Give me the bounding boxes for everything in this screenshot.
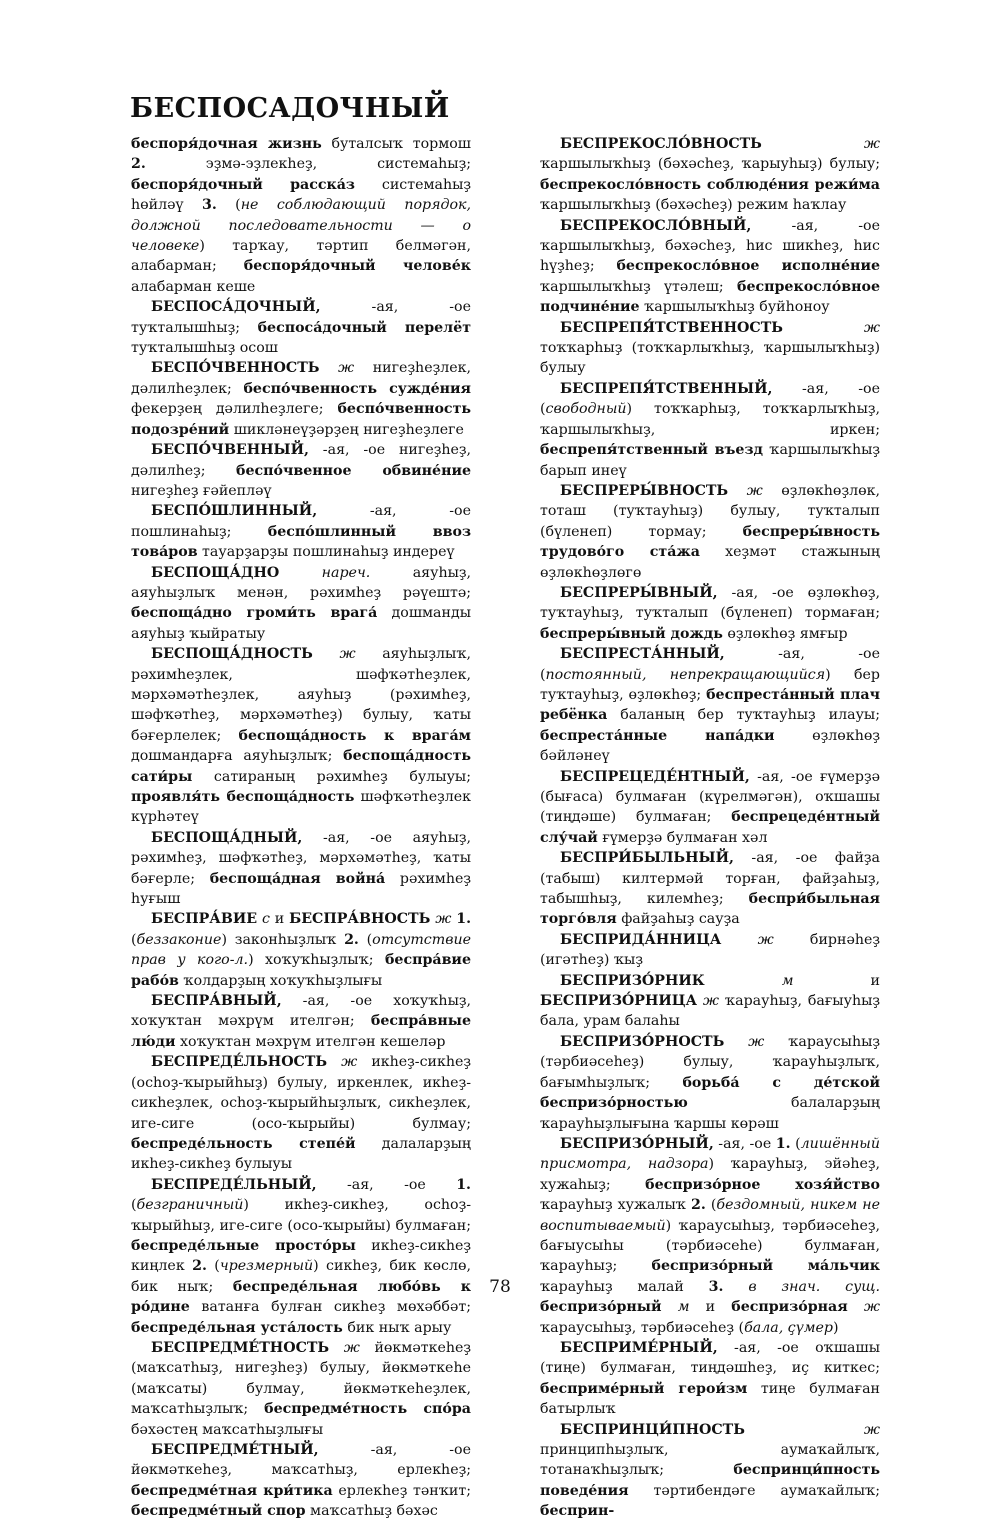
entry-text: икһеҙ-сикһеҙ (осһоҙ-ҡырыйһыҙ) булыу, иркенлек, икһеҙ-сикһеҙлек, осһоҙ-ҡырыйһыҙлыҡ, сикһеҙлек, иге-сиге (осо-ҡырыйы) булмау; bbox=[131, 1054, 471, 1132]
dictionary-entry bbox=[131, 1052, 471, 1174]
entry-bold-text: беспоса́дочный перелёт bbox=[257, 319, 472, 336]
entry-text: принципһыҙлыҡ, аумаҡайлыҡ, тотанаҡһыҙлыҡ; bbox=[540, 1442, 880, 1479]
entry-italic-text: ж bbox=[338, 360, 355, 377]
entry-bold-text: БЕСПРЕКОСЛО́ВНЫЙ, bbox=[560, 217, 752, 234]
entry-text: тәртибендәге аумаҡайлыҡ; bbox=[628, 1482, 880, 1499]
entry-text: өҙлөкһөҙ ямғыр bbox=[722, 625, 848, 642]
entry-italic-text: ж bbox=[702, 993, 720, 1010]
entry-bold-text: БЕСПРИНЦИ́ПНОСТЬ bbox=[560, 1421, 745, 1438]
dictionary-entry bbox=[131, 1440, 471, 1522]
entry-text: ) тоҡҡарһыҙ, тоҡҡарлыҡһыҙ, ҡаршылыҡһыҙ, иркен; bbox=[540, 401, 880, 438]
entry-text: и bbox=[689, 1299, 732, 1316]
dictionary-entry bbox=[540, 1338, 880, 1420]
entry-bold-text: беспринци́пность поведе́ния bbox=[540, 1462, 880, 1499]
entry-text: ) законһыҙлыҡ bbox=[221, 931, 345, 948]
running-header: БЕСПОСАДОЧНЫЙ bbox=[130, 93, 450, 124]
entry-bold-text: 1. bbox=[456, 1176, 471, 1193]
entry-text: ) bbox=[833, 1319, 839, 1336]
entry-bold-text: беспо́чвенное обвине́ние bbox=[235, 462, 471, 479]
left-column bbox=[131, 134, 471, 1522]
entry-text bbox=[728, 483, 746, 499]
entry-bold-text: беспо́шлинный ввоз това́ров bbox=[131, 523, 471, 561]
entry-bold-text: БЕСПРЕДМЕ́ТНОСТЬ bbox=[151, 1339, 330, 1356]
entry-text: -ая, -ое bbox=[713, 1135, 776, 1152]
entry-text: ) тарҡау, тәртип белмәгән, алабарман; bbox=[131, 238, 471, 275]
dictionary-entry bbox=[540, 767, 880, 849]
entry-bold-text: БЕСПРЕСТА́ННЫЙ, bbox=[560, 646, 725, 663]
entry-bold-text: БЕСПРИЗО́РНЫЙ, bbox=[560, 1135, 714, 1152]
entry-text: эҙмә-эҙлекһеҙ, системаһыҙ; bbox=[145, 156, 471, 173]
entry-bold-text: беспоща́дно громи́ть врага́ bbox=[131, 605, 378, 622]
entry-italic-text: свободный bbox=[545, 401, 627, 418]
entry-text: ғүмерҙә булмаған хәл bbox=[597, 829, 768, 846]
entry-text: -ая, -ое туҡталышһыҙ; bbox=[131, 299, 471, 336]
entry-text: ( bbox=[131, 1197, 137, 1214]
entry-italic-text: ж bbox=[435, 911, 452, 928]
entry-bold-text: беспредме́тный спор bbox=[131, 1503, 306, 1520]
entry-text: и bbox=[793, 972, 880, 989]
entry-bold-text: 2. bbox=[691, 1197, 706, 1214]
entry-bold-text: беспреста́нный плач ребёнка bbox=[540, 686, 880, 724]
entry-text: аяуһыҙ, аяуһыҙлыҡ менән, рәхимһеҙ рәүештә; bbox=[131, 564, 471, 601]
entry-bold-text: 3. bbox=[708, 1278, 724, 1295]
dictionary-entry bbox=[131, 440, 471, 501]
entry-italic-text: ж bbox=[746, 482, 763, 499]
entry-text: ҡолдарҙың хоҡуҡһыҙлығы bbox=[178, 972, 383, 989]
entry-italic-text: ж bbox=[757, 931, 774, 948]
entry-text: -ая, -ое файҙа (табыш) килтермәй торған, файҙаһыҙ, табышһыҙ, килемһеҙ; bbox=[540, 850, 880, 908]
dictionary-entry bbox=[540, 1420, 880, 1522]
entry-bold-text: беспризо́рный ма́льчик bbox=[651, 1258, 880, 1275]
entry-bold-text: беспреде́льные просто́ры bbox=[131, 1237, 356, 1254]
entry-text: баланың бер туҡтауһыҙ илауы; bbox=[607, 707, 880, 724]
entry-bold-text: БЕСПРЕПЯ́ТСТВЕННЫЙ, bbox=[560, 380, 773, 397]
entry-text: нигеҙһеҙлек, дәлилһеҙлек; bbox=[131, 360, 471, 397]
entry-text: балаларҙың ҡарауһыҙлығына ҡаршы көрәш bbox=[540, 1095, 880, 1132]
entry-bold-text: беспредме́тность спо́ра bbox=[264, 1401, 471, 1418]
entry-text: -ая, -ое bbox=[316, 1176, 457, 1193]
dictionary-entry bbox=[540, 1134, 880, 1338]
entry-bold-text: беспризо́рное хозя́йство bbox=[645, 1176, 880, 1193]
dictionary-entry bbox=[540, 1032, 880, 1134]
entry-text: -ая, -ое оҡшашы (тиңе) булмаған, тиңдәшһеҙ, иҫ киткес; bbox=[540, 1339, 880, 1377]
entry-bold-text: БЕСПРИМЕ́РНЫЙ, bbox=[560, 1339, 718, 1356]
entry-text: сатираның рәхимһеҙ булыуы; bbox=[192, 768, 471, 785]
entry-text: бик ныҡ арыу bbox=[342, 1319, 452, 1336]
entry-bold-text: беспреста́нные напа́дки bbox=[540, 727, 775, 744]
entry-bold-text: беспра́вие рабо́в bbox=[131, 952, 471, 989]
entry-text: рәхимһеҙ һуғыш bbox=[131, 870, 471, 908]
entry-italic-text: постоянный, непрекращающийся bbox=[545, 666, 826, 683]
entry-italic-text: безграничный bbox=[136, 1197, 244, 1214]
entry-text bbox=[329, 1340, 344, 1356]
entry-bold-text: беспреде́льность степе́й bbox=[131, 1135, 356, 1152]
dictionary-entry bbox=[540, 848, 880, 930]
page-number: 78 bbox=[489, 1277, 511, 1297]
dictionary-entry bbox=[540, 134, 880, 216]
entry-bold-text: БЕСПОСА́ДОЧНЫЙ, bbox=[151, 299, 321, 316]
entry-bold-text: БЕСПРА́ВИЕ bbox=[151, 911, 258, 928]
entry-text: и bbox=[269, 911, 290, 928]
entry-text: -ая, -ое ( bbox=[540, 380, 880, 418]
entry-italic-text: ж bbox=[339, 646, 356, 663]
dictionary-entry bbox=[131, 501, 471, 562]
entry-italic-text: с bbox=[261, 911, 270, 928]
entry-bold-text: 2. bbox=[344, 931, 359, 948]
entry-text: дошмандарға аяуһыҙлыҡ; bbox=[131, 748, 344, 765]
entry-bold-text: беспоря́дочная жизнь bbox=[131, 136, 322, 152]
dictionary-entry bbox=[540, 930, 880, 971]
entry-text: -ая, -ое аяуһыҙ, рәхимһеҙ, шәфҡәтһеҙ, мәрхәмәтһеҙ, ҡаты бәғерле; bbox=[131, 829, 471, 887]
entry-text: -ая, -ое хоҡуҡһыҙ, хоҡуҡтан мәхрүм ителгән; bbox=[131, 993, 471, 1030]
entry-text: бәхәстең маҡсатһыҙлығы bbox=[131, 1421, 324, 1438]
entry-text bbox=[762, 136, 864, 152]
entry-text: ( bbox=[705, 1197, 717, 1214]
dictionary-entry bbox=[131, 909, 471, 991]
entry-italic-text: м bbox=[677, 1299, 690, 1316]
entry-bold-text: беспри́быльная торго́вля bbox=[540, 891, 880, 928]
entry-bold-text: БЕСПРЕЦЕДЕ́НТНЫЙ, bbox=[560, 768, 750, 785]
entry-italic-text: ж bbox=[343, 1339, 360, 1356]
entry-text: аяуһыҙлыҡ, рәхимһеҙлек, шәфҡәтһеҙлек, мәрхәмәтһеҙлек, аяуһыҙ (рәхимһеҙ, шәфҡәтһеҙ, мәрхәмәтһеҙ) булыу, ҡаты бәғерлелек; bbox=[131, 646, 471, 744]
entry-italic-text: ж bbox=[863, 319, 880, 336]
entry-text: ватанға булған сикһеҙ мөхәббәт; bbox=[189, 1299, 471, 1316]
entry-italic-text: чрезмерный bbox=[219, 1258, 314, 1275]
dictionary-entry bbox=[131, 644, 471, 828]
entry-text bbox=[745, 1422, 864, 1438]
dictionary-entry bbox=[540, 379, 880, 481]
entry-bold-text: беспреде́льная уста́лость bbox=[131, 1319, 343, 1336]
entry-text: ҡаршылыҡһыҙ (бәхәсһеҙ, ҡарыуһыҙ) булыу; bbox=[540, 156, 880, 173]
entry-text: ) ҡарауһыҙ, эйәһеҙ, хужаһыҙ; bbox=[540, 1156, 880, 1193]
entry-bold-text: БЕСПОЩА́ДНЫЙ, bbox=[151, 829, 303, 846]
entry-bold-text: БЕСПРЕКОСЛО́ВНОСТЬ bbox=[560, 136, 762, 152]
dictionary-entry bbox=[131, 991, 471, 1052]
entry-text bbox=[848, 1299, 864, 1315]
dictionary-entry bbox=[131, 1338, 471, 1440]
entry-bold-text: беспра́вные лю́ди bbox=[131, 1013, 471, 1050]
entry-italic-text: нареч. bbox=[321, 564, 371, 581]
entry-italic-text: в знач. сущ. bbox=[748, 1278, 881, 1295]
entry-bold-text: БЕСПРИЗО́РНИЦА bbox=[540, 993, 698, 1010]
entry-text: ) сикһеҙ, бик көслө, бик ныҡ; bbox=[131, 1258, 472, 1295]
entry-text: -ая, -ое нигеҙһеҙ, дәлилһеҙ; bbox=[131, 442, 471, 479]
entry-text: ) ҡараусыһыҙ, тәрбиәсеһеҙ, бағыусыһы (тәрбиәсеһе) булмаған, ҡарауһыҙ; bbox=[540, 1217, 880, 1275]
entry-bold-text: 1. bbox=[456, 911, 472, 928]
entry-text bbox=[724, 1034, 748, 1050]
entry-text: ерлекһеҙ тәнҡит; bbox=[332, 1482, 471, 1499]
entry-bold-text: беспо́чвенность подозре́ний bbox=[131, 401, 471, 438]
dictionary-entry bbox=[540, 971, 880, 1032]
entry-text: ҡаршылыҡһыҙ үтәлеш; bbox=[540, 278, 737, 295]
entry-bold-text: БЕСПРЕДЕ́ЛЬНЫЙ, bbox=[151, 1176, 317, 1193]
entry-bold-text: беспоря́дочный челове́к bbox=[243, 258, 471, 275]
entry-italic-text: бала, ҫүмер bbox=[744, 1319, 833, 1336]
entry-text: -ая, -ое ҡаршылыҡһыҙ, бәхәсһеҙ, һис шикһеҙ, һис һүҙһеҙ; bbox=[540, 217, 880, 275]
entry-italic-text: отсутствие прав у кого-л. bbox=[131, 931, 471, 969]
entry-text: буталсыҡ тормош bbox=[321, 136, 471, 152]
entry-text bbox=[279, 565, 321, 581]
entry-text: ( bbox=[358, 931, 373, 948]
entry-text: хеҙмәт стажының өҙлөкһөҙлөгө bbox=[540, 544, 880, 581]
entry-text bbox=[327, 1054, 341, 1070]
entry-text bbox=[313, 646, 340, 662]
entry-text: ) икһеҙ-сикһеҙ, осһоҙ-ҡырыйһыҙ, иге-сиге (осо-ҡырыйы) булмаған; bbox=[131, 1197, 471, 1234]
entry-bold-text: 1. bbox=[775, 1135, 791, 1152]
entry-text: ҡаршылыҡһыҙ (бәхәсһеҙ) режим һаҡлау bbox=[540, 197, 847, 214]
entry-bold-text: беспреде́льная любо́вь к ро́дине bbox=[131, 1278, 471, 1316]
right-column bbox=[540, 134, 880, 1522]
entry-text bbox=[662, 1299, 678, 1315]
entry-bold-text: БЕСПРЕРЫ́ВНЫЙ, bbox=[560, 584, 718, 601]
entry-bold-text: беспоща́дная война́ bbox=[209, 870, 386, 887]
entry-bold-text: беспрекосло́вное исполне́ние bbox=[616, 258, 880, 275]
entry-bold-text: БЕСПРИЗО́РНОСТЬ bbox=[560, 1033, 725, 1050]
entry-text: шәфҡәтһеҙлек күрһәтеү bbox=[131, 789, 471, 826]
entry-italic-text: лишённый присмотра, надзора bbox=[540, 1135, 880, 1173]
entry-bold-text: беспрецеде́нтный слу́чай bbox=[540, 809, 880, 846]
entry-italic-text: бездомный, никем не воспитываемый bbox=[540, 1197, 880, 1234]
entry-italic-text: беззаконие bbox=[136, 931, 222, 948]
entry-text: ( bbox=[790, 1135, 801, 1152]
dictionary-entry bbox=[131, 134, 471, 297]
entry-bold-text: беспрекосло́вность соблюде́ния режи́ма bbox=[540, 176, 880, 193]
entry-italic-text: ж bbox=[341, 1054, 358, 1071]
entry-bold-text: БЕСПРИДА́ННИЦА bbox=[560, 931, 722, 948]
dictionary-entry bbox=[131, 563, 471, 645]
entry-bold-text: беспрепя́тственный въезд bbox=[540, 442, 763, 459]
entry-text: дошманды аяуһыҙ ҡыйратыу bbox=[131, 605, 471, 642]
entry-text: системаһыҙ һөйләү bbox=[131, 176, 471, 214]
dictionary-entry bbox=[540, 216, 880, 318]
entry-text: ҡарауһыҙ хужалыҡ bbox=[540, 1197, 691, 1214]
entry-text: ( bbox=[216, 197, 241, 214]
entry-text: -ая, -ое ( bbox=[540, 646, 880, 683]
entry-bold-text: БЕСПОЩА́ДНОСТЬ bbox=[151, 646, 313, 663]
entry-italic-text: ж bbox=[748, 1033, 765, 1050]
entry-text: ) бер туҡтауһыҙ, өҙлөкһөҙ; bbox=[540, 666, 880, 703]
entry-bold-text: БЕСПРЕДМЕ́ТНЫЙ, bbox=[151, 1442, 319, 1458]
entry-text: файҙаһыҙ сауҙа bbox=[616, 911, 740, 928]
entry-italic-text: ж bbox=[863, 1299, 881, 1316]
entry-text: ҡаршылыҡһыҙ буйһоноу bbox=[639, 299, 830, 316]
entry-text: бирнәһеҙ (игәтһеҙ) ҡыҙ bbox=[540, 931, 881, 969]
entry-text bbox=[705, 973, 782, 989]
dictionary-entry bbox=[540, 318, 880, 379]
entry-text: ҡарауһыҙ малай bbox=[540, 1278, 709, 1295]
entry-text: өҙлөкһөҙлөк, тоташ (туҡтауһыҙ) булыу, туҡталып (бүленеп) тормау; bbox=[540, 482, 881, 540]
entry-bold-text: БЕСПРИЗО́РНИК bbox=[560, 972, 705, 989]
dictionary-entry bbox=[131, 1175, 471, 1338]
entry-bold-text: БЕСПО́ЧВЕННОСТЬ bbox=[151, 360, 320, 377]
entry-bold-text: БЕСПРЕРЫ́ВНОСТЬ bbox=[560, 482, 729, 499]
entry-bold-text: бесприме́рный герои́зм bbox=[540, 1380, 748, 1397]
entry-text: ( bbox=[206, 1258, 220, 1275]
entry-text: -ая, -ое пошлинаһыҙ; bbox=[131, 503, 471, 540]
entry-italic-text: ж bbox=[863, 136, 880, 152]
entry-text bbox=[319, 360, 338, 376]
entry-bold-text: БЕСПО́ЧВЕННЫЙ, bbox=[151, 442, 309, 459]
entry-text: нигеҙһеҙ ғәйепләү bbox=[131, 482, 272, 499]
entry-text: -ая, -ое өҙлөкһөҙ, туҡтауһыҙ, туҡталып (бүленеп) тормаған; bbox=[540, 584, 880, 622]
entry-bold-text: беспоща́дность сати́ры bbox=[131, 748, 471, 785]
entry-text: ҡараусыһыҙ (тәрбиәсеһеҙ) булыу, ҡарауһыҙлыҡ, бағымһыҙлыҡ; bbox=[540, 1033, 880, 1091]
entry-text: ( bbox=[131, 931, 137, 948]
entry-bold-text: 2. bbox=[192, 1258, 207, 1275]
entry-bold-text: беспоря́дочный расска́з bbox=[131, 176, 355, 193]
entry-italic-text: м bbox=[781, 972, 794, 989]
entry-bold-text: борьба́ с де́тской беспризо́рностью bbox=[540, 1074, 881, 1112]
entry-bold-text: 2. bbox=[131, 156, 146, 173]
entry-text: ҡаршылыҡһыҙ барып инеү bbox=[540, 442, 880, 479]
entry-text: -ая, -ое йөкмәткеһеҙ, маҡсатһыҙ, ерлекһеҙ; bbox=[131, 1442, 471, 1479]
entry-text: хоҡуҡтан мәхрүм ителгән кешеләр bbox=[175, 1033, 446, 1050]
entry-bold-text: беспо́чвенность сужде́ния bbox=[243, 380, 471, 397]
dictionary-entry bbox=[131, 358, 471, 440]
entry-text: ) хоҡуҡһыҙлыҡ; bbox=[248, 952, 385, 969]
entry-text: алабарман кеше bbox=[131, 278, 256, 295]
entry-bold-text: 3. bbox=[201, 197, 217, 214]
dictionary-entry bbox=[131, 828, 471, 910]
entry-text bbox=[783, 320, 864, 336]
entry-text: туҡталышһыҙ осош bbox=[131, 340, 278, 357]
entry-text: шикләнеүҙәрҙең нигеҙһеҙлеге bbox=[229, 421, 464, 438]
entry-bold-text: проявля́ть беспоща́дность bbox=[131, 789, 355, 805]
entry-bold-text: беспризо́рная bbox=[731, 1299, 848, 1316]
entry-text bbox=[721, 932, 757, 948]
entry-bold-text: БЕСПРЕПЯ́ТСТВЕННОСТЬ bbox=[560, 319, 783, 336]
entry-bold-text: БЕСПО́ШЛИННЫЙ, bbox=[151, 503, 318, 520]
entry-text: фекерҙең дәлилһеҙлеге; bbox=[131, 401, 338, 418]
entry-text: ҡарауһыҙ, бағыуһыҙ бала, урам балаһы bbox=[540, 993, 880, 1030]
entry-bold-text: беспоща́дность к врага́м bbox=[238, 727, 471, 744]
entry-bold-text: бесприн- bbox=[540, 1503, 615, 1520]
entry-bold-text: БЕСПРИ́БЫЛЬНЫЙ, bbox=[560, 850, 734, 867]
entry-text: тауарҙарҙы пошлинаһыҙ индереү bbox=[197, 544, 455, 561]
entry-text: өҙлөкһөҙ бәйләнеү bbox=[540, 727, 880, 765]
dictionary-entry bbox=[540, 644, 880, 766]
entry-italic-text: ж bbox=[863, 1421, 880, 1438]
entry-text: тоҡҡарһыҙ (тоҡҡарлыҡһыҙ, ҡаршылыҡһыҙ) булыу bbox=[540, 340, 880, 377]
entry-text: -ая, -ое ғүмерҙә (бығаса) булмаған (күрелмәгән), оҡшашы (тиңдәше) булмаған; bbox=[540, 768, 880, 826]
entry-bold-text: БЕСПОЩА́ДНО bbox=[151, 564, 280, 581]
entry-bold-text: беспреры́вный дождь bbox=[540, 625, 723, 642]
entry-bold-text: беспрекосло́вное подчине́ние bbox=[540, 278, 880, 316]
entry-bold-text: БЕСПРЕДЕ́ЛЬНОСТЬ bbox=[151, 1054, 328, 1071]
entry-bold-text: беспризо́рный bbox=[540, 1299, 662, 1316]
dictionary-entry bbox=[540, 481, 880, 583]
dictionary-entry bbox=[540, 583, 880, 644]
dictionary-entry bbox=[131, 297, 471, 358]
entry-italic-text: не соблюдающий порядок, должной последовательности — о человеке bbox=[131, 197, 471, 255]
entry-text: йөкмәткеһеҙ (маҡсатһыҙ, нигеҙһеҙ) булыу, йөкмәткеһе (маҡсаты) булмау, йөкмәткеһеҙлек, маҡсатһыҙлыҡ; bbox=[131, 1339, 471, 1418]
entry-text: маҡсатһыҙ бәхәс bbox=[305, 1503, 438, 1520]
entry-bold-text: БЕСПРА́ВНЫЙ, bbox=[151, 993, 282, 1010]
entry-text: ҡараусыһыҙ, тәрбиәсеһеҙ ( bbox=[540, 1319, 745, 1336]
entry-text: тиңе булмаған батырлыҡ bbox=[540, 1380, 880, 1418]
entry-bold-text: беспреры́вность трудово́го ста́жа bbox=[540, 523, 880, 561]
entry-text: далаларҙың икһеҙ-сикһеҙ булыуы bbox=[131, 1135, 472, 1173]
entry-bold-text: БЕСПРА́ВНОСТЬ bbox=[289, 911, 431, 928]
entry-bold-text: беспредме́тная кри́тика bbox=[131, 1482, 333, 1499]
entry-text: икһеҙ-сикһеҙ киңлек bbox=[131, 1237, 471, 1275]
